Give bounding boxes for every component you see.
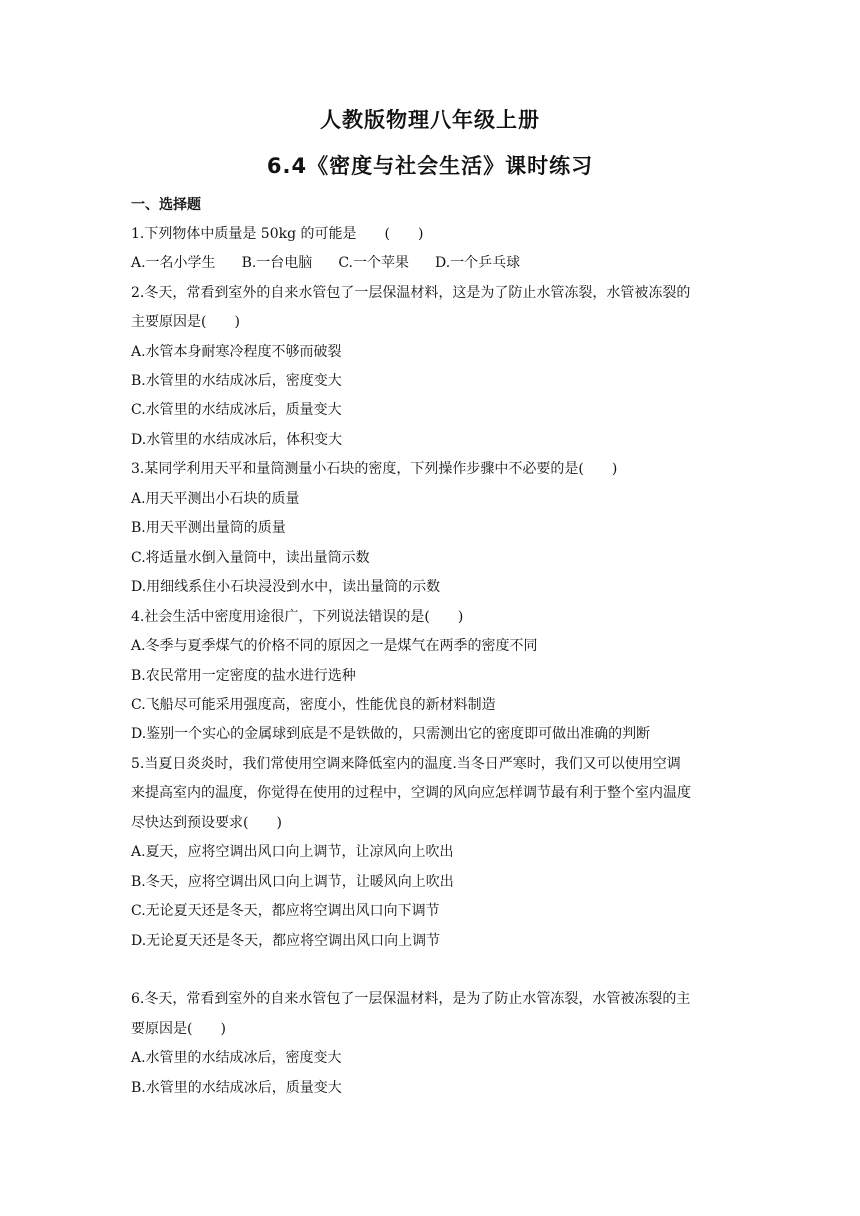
question-5-stem-line-1: 5.当夏日炎炎时，我们常使用空调来降低室内的温度.当冬日严寒时，我们又可以使用空调: [131, 756, 681, 772]
question-2-option-d: D.水管里的水结成冰后，体积变大: [131, 432, 343, 448]
option-b: B.一台电脑: [241, 255, 313, 271]
question-2-option-a: A.水管本身耐寒冷程度不够而破裂: [131, 344, 342, 360]
question-5-stem-line-2: 来提高室内的温度，你觉得在使用的过程中，空调的风向应怎样调节最有利于整个室内温度: [131, 785, 691, 801]
question-5-option-d: D.无论夏天还是冬天，都应将空调出风口向上调节: [131, 933, 441, 949]
question-2-stem-line-2: 主要原因是( ): [131, 314, 240, 330]
option-a: A.一名小学生: [131, 255, 216, 271]
question-5-option-c: C.无论夏天还是冬天，都应将空调出风口向下调节: [131, 903, 440, 919]
question-5-option-b: B.冬天，应将空调出风口向上调节，让暖风向上吹出: [131, 874, 454, 890]
question-2-option-c: C.水管里的水结成冰后，质量变大: [131, 402, 342, 418]
question-2-option-b: B.水管里的水结成冰后，密度变大: [131, 373, 342, 389]
question-6-option-a: A.水管里的水结成冰后，密度变大: [131, 1050, 342, 1066]
question-5-stem-line-3: 尽快达到预设要求( ): [131, 815, 282, 831]
question-6-stem-line-1: 6.冬天，常看到室外的自来水管包了一层保温材料，是为了防止水管冻裂，水管被冻裂的主: [131, 991, 691, 1007]
question-4-option-c: C.飞船尽可能采用强度高，密度小，性能优良的新材料制造: [131, 697, 496, 713]
question-6-option-b: B.水管里的水结成冰后，质量变大: [131, 1080, 342, 1096]
document-title: 人教版物理八年级上册: [320, 108, 540, 132]
document-subtitle: 6.4《密度与社会生活》课时练习: [266, 154, 594, 178]
question-3-option-a: A.用天平测出小石块的质量: [131, 491, 300, 507]
question-1-options: [131, 253, 520, 273]
question-4-option-a: A.冬季与夏季煤气的价格不同的原因之一是煤气在两季的密度不同: [131, 638, 538, 654]
question-5-option-a: A.夏天，应将空调出风口向上调节，让凉风向上吹出: [131, 844, 454, 860]
question-4-option-d: D.鉴别一个实心的金属球到底是不是铁做的，只需测出它的密度即可做出准确的判断: [131, 726, 651, 742]
question-3-stem: 3.某同学利用天平和量筒测量小石块的密度，下列操作步骤中不必要的是( ): [131, 461, 618, 477]
question-2-stem-line-1: 2.冬天，常看到室外的自来水管包了一层保温材料，这是为了防止水管冻裂，水管被冻裂的: [131, 285, 691, 301]
question-1-stem: 1.下列物体中质量是 50kg 的可能是 ( ): [131, 226, 424, 242]
option-c: C.一个苹果: [338, 255, 409, 271]
question-6-stem-line-2: 要原因是( ): [131, 1021, 226, 1037]
question-4-option-b: B.农民常用一定密度的盐水进行选种: [131, 668, 356, 684]
section-heading: 一、选择题: [131, 197, 201, 213]
question-4-stem: 4.社会生活中密度用途很广，下列说法错误的是( ): [131, 609, 464, 625]
question-3-option-c: C.将适量水倒入量筒中，读出量筒示数: [131, 550, 370, 566]
question-3-option-b: B.用天平测出量筒的质量: [131, 520, 286, 536]
option-d: D.一个乒乓球: [434, 255, 521, 271]
question-3-option-d: D.用细线系住小石块浸没到水中，读出量筒的示数: [131, 579, 441, 595]
